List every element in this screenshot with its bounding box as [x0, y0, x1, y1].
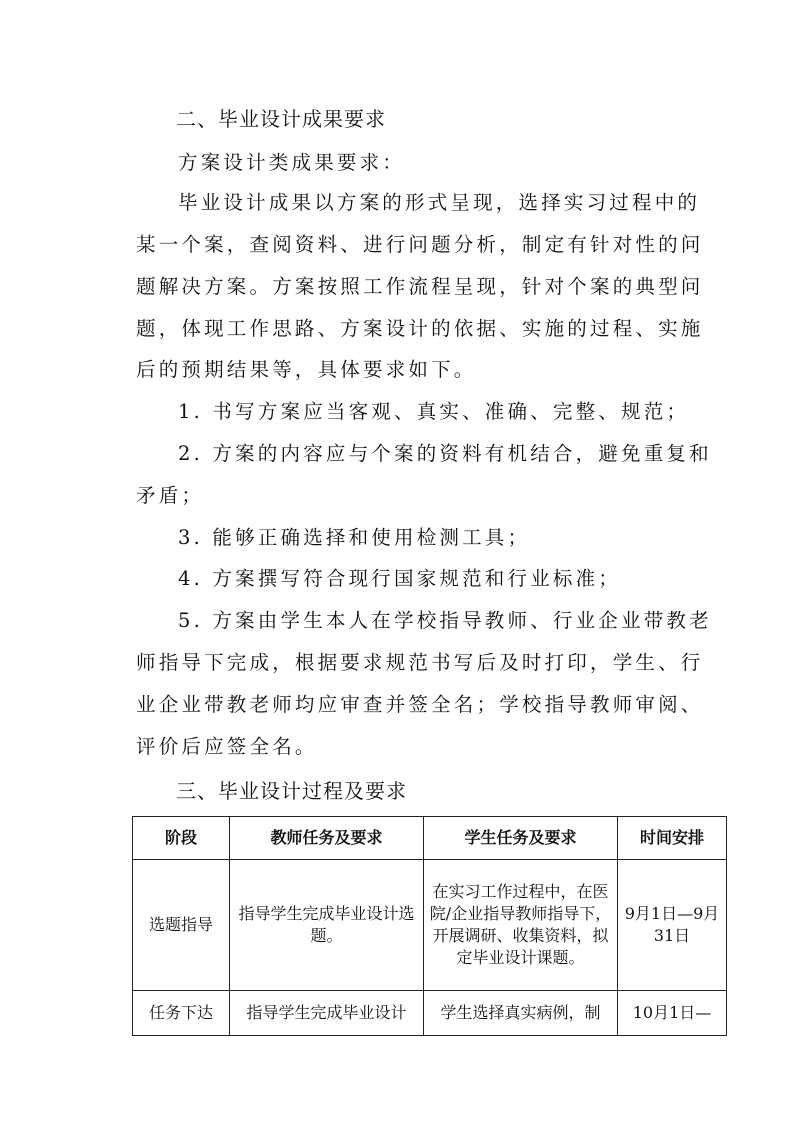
list-item-continuation: 评价后应签全名。 — [136, 735, 318, 758]
header-stage: 阶段 — [133, 817, 230, 860]
section-3-heading: 三、毕业设计过程及要求 — [176, 779, 407, 803]
header-student-tasks: 学生任务及要求 — [424, 817, 618, 860]
list-item-continuation: 业企业带教老师均应审查并签全名；学校指导教师审阅、 — [136, 693, 704, 716]
cell-teacher: 指导学生完成毕业设计 — [230, 991, 424, 1036]
list-item: 5. 方案由学生本人在学校指导教师、行业企业带教老 — [178, 609, 712, 632]
list-item: 3. 能够正确选择和使用检测工具； — [178, 526, 531, 549]
table-row — [133, 991, 727, 1036]
paragraph-line: 后的预期结果等，具体要求如下。 — [136, 358, 477, 381]
list-item-continuation: 师指导下完成，根据要求规范书写后及时打印，学生、行 — [136, 651, 704, 674]
cell-time: 9月1日—9月31日 — [618, 860, 727, 991]
list-item-continuation: 矛盾； — [136, 484, 205, 507]
list-item: 1. 书写方案应当客观、真实、准确、完整、规范； — [178, 400, 690, 423]
paragraph-line: 毕业设计成果以方案的形式呈现，选择实习过程中的 — [178, 191, 701, 214]
table-header-row — [133, 817, 727, 860]
schedule-table — [132, 816, 727, 1036]
cell-student: 在实习工作过程中，在医院/企业指导教师指导下，开展调研、收集资料，拟定毕业设计课题。 — [424, 860, 618, 991]
paragraph-line: 某一个案，查阅资料、进行问题分析，制定有针对性的问 — [136, 233, 704, 256]
cell-stage: 任务下达 — [133, 991, 230, 1036]
list-item: 4. 方案撰写符合现行国家规范和行业标准； — [178, 567, 622, 590]
cell-student: 学生选择真实病例，制 — [424, 991, 618, 1036]
list-item: 2. 方案的内容应与个案的资料有机结合，避免重复和 — [178, 442, 712, 465]
cell-time: 10月1日— — [618, 991, 727, 1036]
section-2-subheading: 方案设计类成果要求： — [178, 151, 406, 174]
cell-stage: 选题指导 — [133, 860, 230, 991]
cell-teacher: 指导学生完成毕业设计选题。 — [230, 860, 424, 991]
paragraph-line: 题，体现工作思路、方案设计的依据、实施的过程、实施 — [136, 317, 704, 340]
section-2-heading: 二、毕业设计成果要求 — [176, 107, 386, 131]
header-schedule: 时间安排 — [618, 817, 727, 860]
header-teacher-tasks: 教师任务及要求 — [230, 817, 424, 860]
paragraph-line: 题解决方案。方案按照工作流程呈现，针对个案的典型问 — [136, 275, 704, 298]
table-row — [133, 860, 727, 991]
